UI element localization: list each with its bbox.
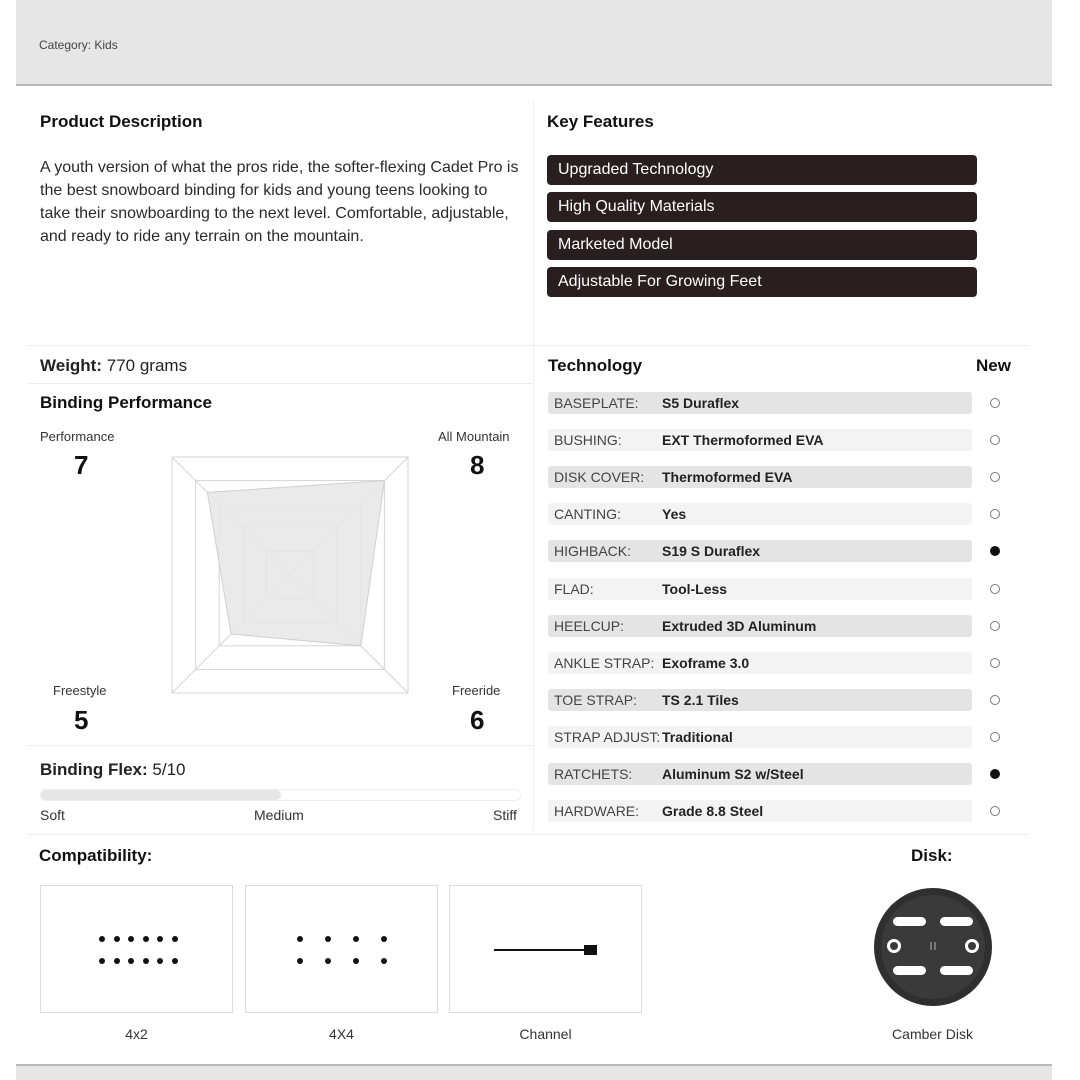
mounting-hole-dot [381,936,387,942]
mounting-hole-dot [172,958,178,964]
compat-4x2-box [40,885,233,1013]
radar-value-shape [207,481,384,646]
4x2-hole-pattern-icon [41,886,234,1014]
tech-row-key: TOE STRAP: [554,692,637,708]
mounting-hole-dot [381,958,387,964]
tech-row-key: BASEPLATE: [554,395,639,411]
new-indicator-filled-icon [990,546,1000,556]
mounting-hole-dot [143,958,149,964]
tech-row-value: Exoframe 3.0 [662,655,750,671]
tech-row [548,466,972,488]
feature-badge: High Quality Materials [547,192,977,222]
compat-4x2-label: 4x2 [125,1026,148,1042]
section-divider [28,383,533,384]
freestyle-axis-label: Freestyle [53,683,107,698]
tech-row [548,689,972,711]
binding-flex-label: Binding Flex: [40,760,148,779]
tech-row-value: Aluminum S2 w/Steel [662,766,804,782]
flex-soft-label: Soft [40,807,65,823]
mounting-hole-dot [128,958,134,964]
channel-icon [450,886,643,1014]
tech-row-value: EXT Thermoformed EVA [662,432,824,448]
new-indicator-filled-icon [990,769,1000,779]
tech-row [548,615,972,637]
tech-row-value: S5 Duraflex [662,395,740,411]
product-description-text: A youth version of what the pros ride, the softer-flexing Cadet Pro is the best snowboard binding for kids and young teens looking to take their snowboarding to the next level. Comfortable, adjustable, and ready to ride any terrain on the mountain. [40,159,519,245]
camber-disk-icon [871,885,995,1009]
footer-bar [16,1064,1052,1080]
all-mountain-axis-value: 8 [470,450,485,480]
tech-row-value: Extruded 3D Aluminum [662,618,817,634]
section-divider [28,345,1028,346]
flex-bar [40,789,521,801]
new-indicator-empty-icon [990,584,1000,594]
tech-row-key: STRAP ADJUST: [554,729,661,745]
flex-bar-fill [41,790,281,800]
weight-label: Weight: [40,356,103,375]
compat-4x4-label: 4X4 [329,1026,354,1042]
mounting-hole-dot [143,936,149,942]
tech-row-value: TS 2.1 Tiles [662,692,739,708]
tech-row-value: Tool-Less [662,581,728,597]
key-features-heading: Key Features [547,112,654,131]
tech-row-key: FLAD: [554,581,594,597]
category-label: Category: Kids [39,38,118,52]
mounting-hole-dot [353,958,359,964]
freestyle-axis-value: 5 [74,705,89,735]
mounting-hole-dot [128,936,134,942]
mounting-hole-dot [297,936,303,942]
category-header [16,0,1052,86]
mounting-hole-dot [157,936,163,942]
tech-row [548,763,972,785]
mounting-hole-dot [325,936,331,942]
new-indicator-empty-icon [990,472,1000,482]
tech-row-key: DISK COVER: [554,469,645,485]
feature-badge: Upgraded Technology [547,155,977,185]
tech-row [548,540,972,562]
new-indicator-empty-icon [990,806,1000,816]
product-description-heading: Product Description [40,112,203,131]
performance-radar-chart [160,450,420,700]
tech-row-value: Yes [662,506,687,522]
new-indicator-empty-icon [990,435,1000,445]
tech-row-value: Traditional [662,729,733,745]
tech-row [548,652,972,674]
tech-row-value: Thermoformed EVA [662,469,793,485]
new-indicator-empty-icon [990,658,1000,668]
all-mountain-axis-label: All Mountain [438,429,510,444]
new-indicator-empty-icon [990,509,1000,519]
section-divider [28,745,533,746]
tech-row-key: HEELCUP: [554,618,625,634]
tech-row [548,503,972,525]
tech-row [548,429,972,451]
tech-row [548,578,972,600]
binding-flex-line [40,760,186,780]
freeride-axis-label: Freeride [452,683,501,698]
binding-performance-heading: Binding Performance [40,393,212,412]
section-divider [28,834,1028,835]
weight-value: 770 grams [106,356,188,375]
mounting-hole-dot [157,958,163,964]
binding-flex-value: 5/10 [152,760,186,779]
new-indicator-empty-icon [990,695,1000,705]
performance-axis-label: Performance [40,429,115,444]
column-divider [533,100,534,830]
mounting-hole-dot [172,936,178,942]
mounting-hole-dot [297,958,303,964]
mounting-hole-dot [114,958,120,964]
tech-row [548,726,972,748]
disk-label: Camber Disk [892,1026,973,1042]
4x4-hole-pattern-icon [246,886,439,1014]
flex-stiff-label: Stiff [493,807,517,823]
weight-line [40,356,187,376]
tech-row-key: RATCHETS: [554,766,633,782]
compatibility-heading: Compatibility: [39,846,153,865]
flex-medium-label: Medium [254,807,304,823]
feature-badge: Marketed Model [547,230,977,260]
new-column-heading: New [976,356,1011,375]
mounting-hole-dot [114,936,120,942]
technology-heading: Technology [548,356,643,375]
compat-4x4-box [245,885,438,1013]
feature-badge: Adjustable For Growing Feet [547,267,977,297]
performance-axis-value: 7 [74,450,89,480]
tech-row-key: ANKLE STRAP: [554,655,655,671]
mounting-hole-dot [353,936,359,942]
tech-row-key: HARDWARE: [554,803,640,819]
mounting-hole-dot [99,936,105,942]
tech-row-key: CANTING: [554,506,621,522]
new-indicator-empty-icon [990,621,1000,631]
new-indicator-empty-icon [990,398,1000,408]
freeride-axis-value: 6 [470,705,485,735]
tech-row [548,800,972,822]
tech-row [548,392,972,414]
compat-channel-box [449,885,642,1013]
tech-row-key: BUSHING: [554,432,622,448]
tech-row-value: Grade 8.8 Steel [662,803,764,819]
mounting-hole-dot [325,958,331,964]
mounting-hole-dot [99,958,105,964]
tech-row-value: S19 S Duraflex [662,543,761,559]
compat-channel-label: Channel [519,1026,572,1042]
new-indicator-empty-icon [990,732,1000,742]
disk-heading: Disk: [911,846,953,865]
tech-row-key: HIGHBACK: [554,543,632,559]
